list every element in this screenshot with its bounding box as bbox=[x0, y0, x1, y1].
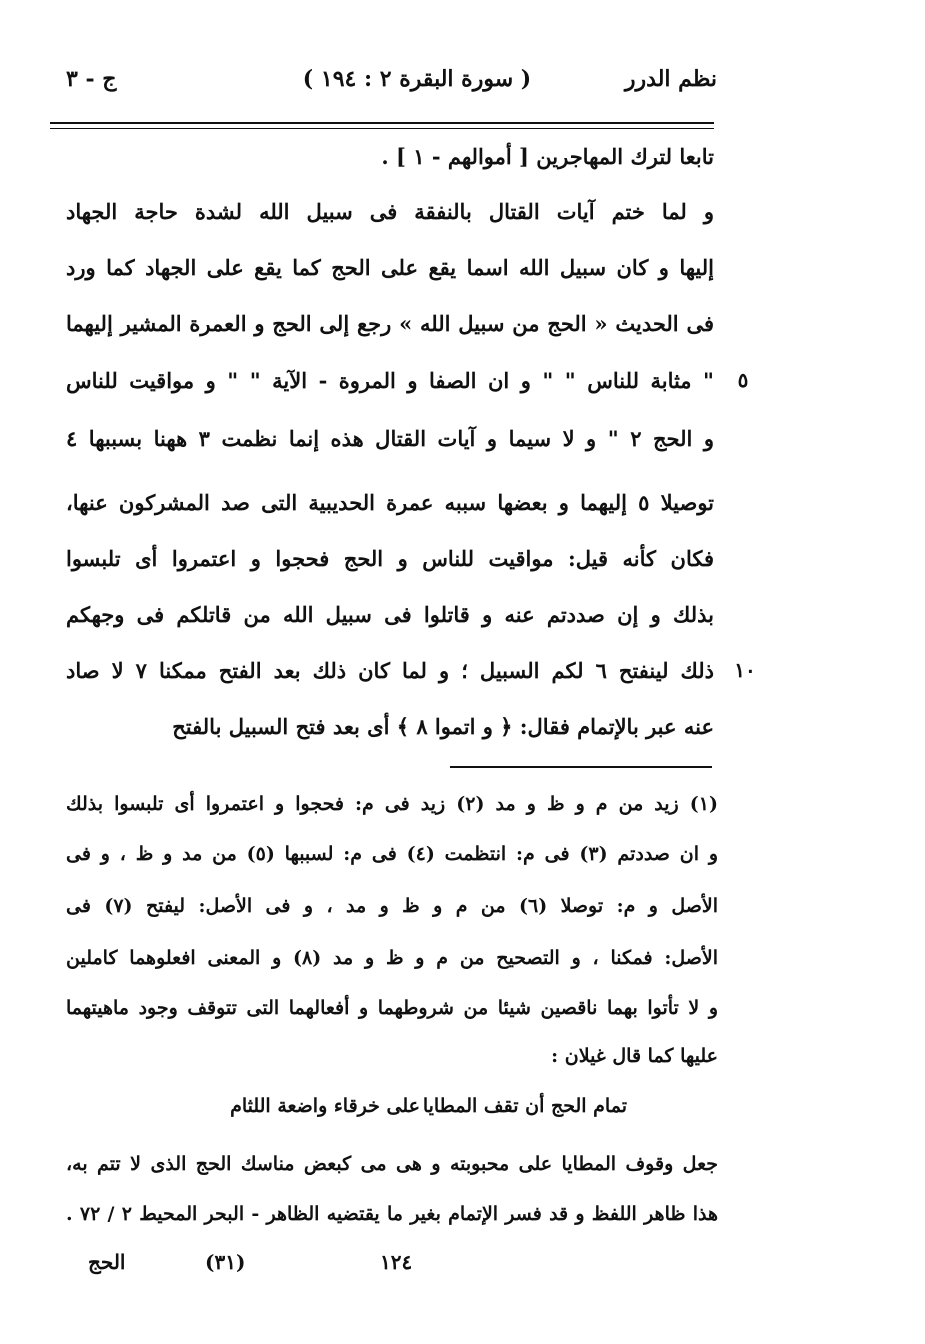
verse-second-hemistich: على خرقاء واضعة اللثام bbox=[230, 1095, 420, 1117]
body-line: تابعا لترك المهاجرين [ أموالهم - ١ ] . bbox=[381, 144, 714, 169]
body-line: بذلك و إن صددتم عنه و قاتلوا فى سبيل الله من قاتلكم فى وجهكم bbox=[66, 602, 714, 627]
footnote-line: (١) زيد من م و ظ و مد (٢) زيد فى م: فحجوا و اعتمروا أى تلبسوا بذلك bbox=[66, 793, 718, 815]
line-number: ٥ bbox=[737, 368, 749, 392]
body-line: " مثابة للناس " " و ان الصفا و المروة - الآية " " و مواقيت للناس bbox=[66, 368, 714, 393]
verse-first-hemistich: تمام الحج أن تقف المطايا bbox=[422, 1095, 627, 1117]
surah-reference: ( سورة البقرة ٢ : ١٩٤ ) bbox=[302, 66, 532, 92]
footnote-line: و ان صددتم (٣) فى م: انتظمت (٤) فى م: لسببها (٥) من مد و ظ ، و فى bbox=[66, 843, 718, 865]
footnote-line: الأصل: فمكنا ، و التصحيح من م و ظ و مد (٨) و المعنى افعلوهما كاملين bbox=[66, 947, 718, 969]
body-line: و لما ختم آيات القتال بالنفقة فى سبيل الله لشدة حاجة الجهاد bbox=[66, 199, 714, 224]
footnote-line: جعل وقوف المطايا على محبوبته و هى مى كبعض مناسك الحج الذى لا تتم به، bbox=[66, 1153, 718, 1175]
header-rule-thin bbox=[50, 128, 714, 129]
signature-number: (٣١) bbox=[205, 1250, 246, 1274]
footnote-line: هذا ظاهر اللفظ و قد فسر الإتمام بغير ما يقتضيه الظاهر - البحر المحيط ٢ / ٧٢ . bbox=[66, 1203, 718, 1225]
volume-number: ج - ٣ bbox=[66, 66, 117, 92]
section-word: الحج bbox=[88, 1250, 126, 1274]
body-line: و الحج ٢ " و لا سيما و آيات القتال هذه إنما نظمت ٣ ههنا بسببها ٤ bbox=[66, 426, 714, 451]
footnote-rule bbox=[450, 766, 712, 768]
body-line: عنه عبر بالإتمام فقال: ﴿ و اتموا ٨ ﴾ أى بعد فتح السبيل بالفتح bbox=[172, 714, 714, 739]
page-number: ١٢٤ bbox=[380, 1250, 413, 1274]
body-line: توصيلا ٥ إليهما و بعضها سببه عمرة الحديبية التى صد المشركون عنها، bbox=[66, 490, 714, 515]
header-rule bbox=[50, 122, 714, 124]
line-number: ١٠ bbox=[734, 658, 756, 682]
body-line: ذلك لينفتح ٦ لكم السبيل ؛ و لما كان ذلك بعد الفتح ممكنا ٧ لا صاد bbox=[66, 658, 714, 683]
footnote-line: عليها كما قال غيلان : bbox=[551, 1045, 718, 1067]
footnote-line: و لا تأتوا بهما ناقصين شيئا من شروطهما و أفعالهما التى تتوقف وجود ماهيتهما bbox=[66, 997, 718, 1019]
body-line: إليها و كان سبيل الله اسما يقع على الحج كما يقع على الجهاد كما ورد bbox=[66, 255, 714, 280]
body-line: فى الحديث « الحج من سبيل الله » رجع إلى الحج و العمرة المشير إليهما bbox=[66, 311, 714, 336]
footnote-line: الأصل و م: توصلا (٦) من م و ظ و مد ، و فى الأصل: ليفتح (٧) فى bbox=[66, 895, 718, 917]
body-line: فكان كأنه قيل: مواقيت للناس و الحج فحجوا و اعتمروا أى تلبسوا bbox=[66, 546, 714, 571]
book-title: نظم الدرر bbox=[624, 66, 717, 92]
